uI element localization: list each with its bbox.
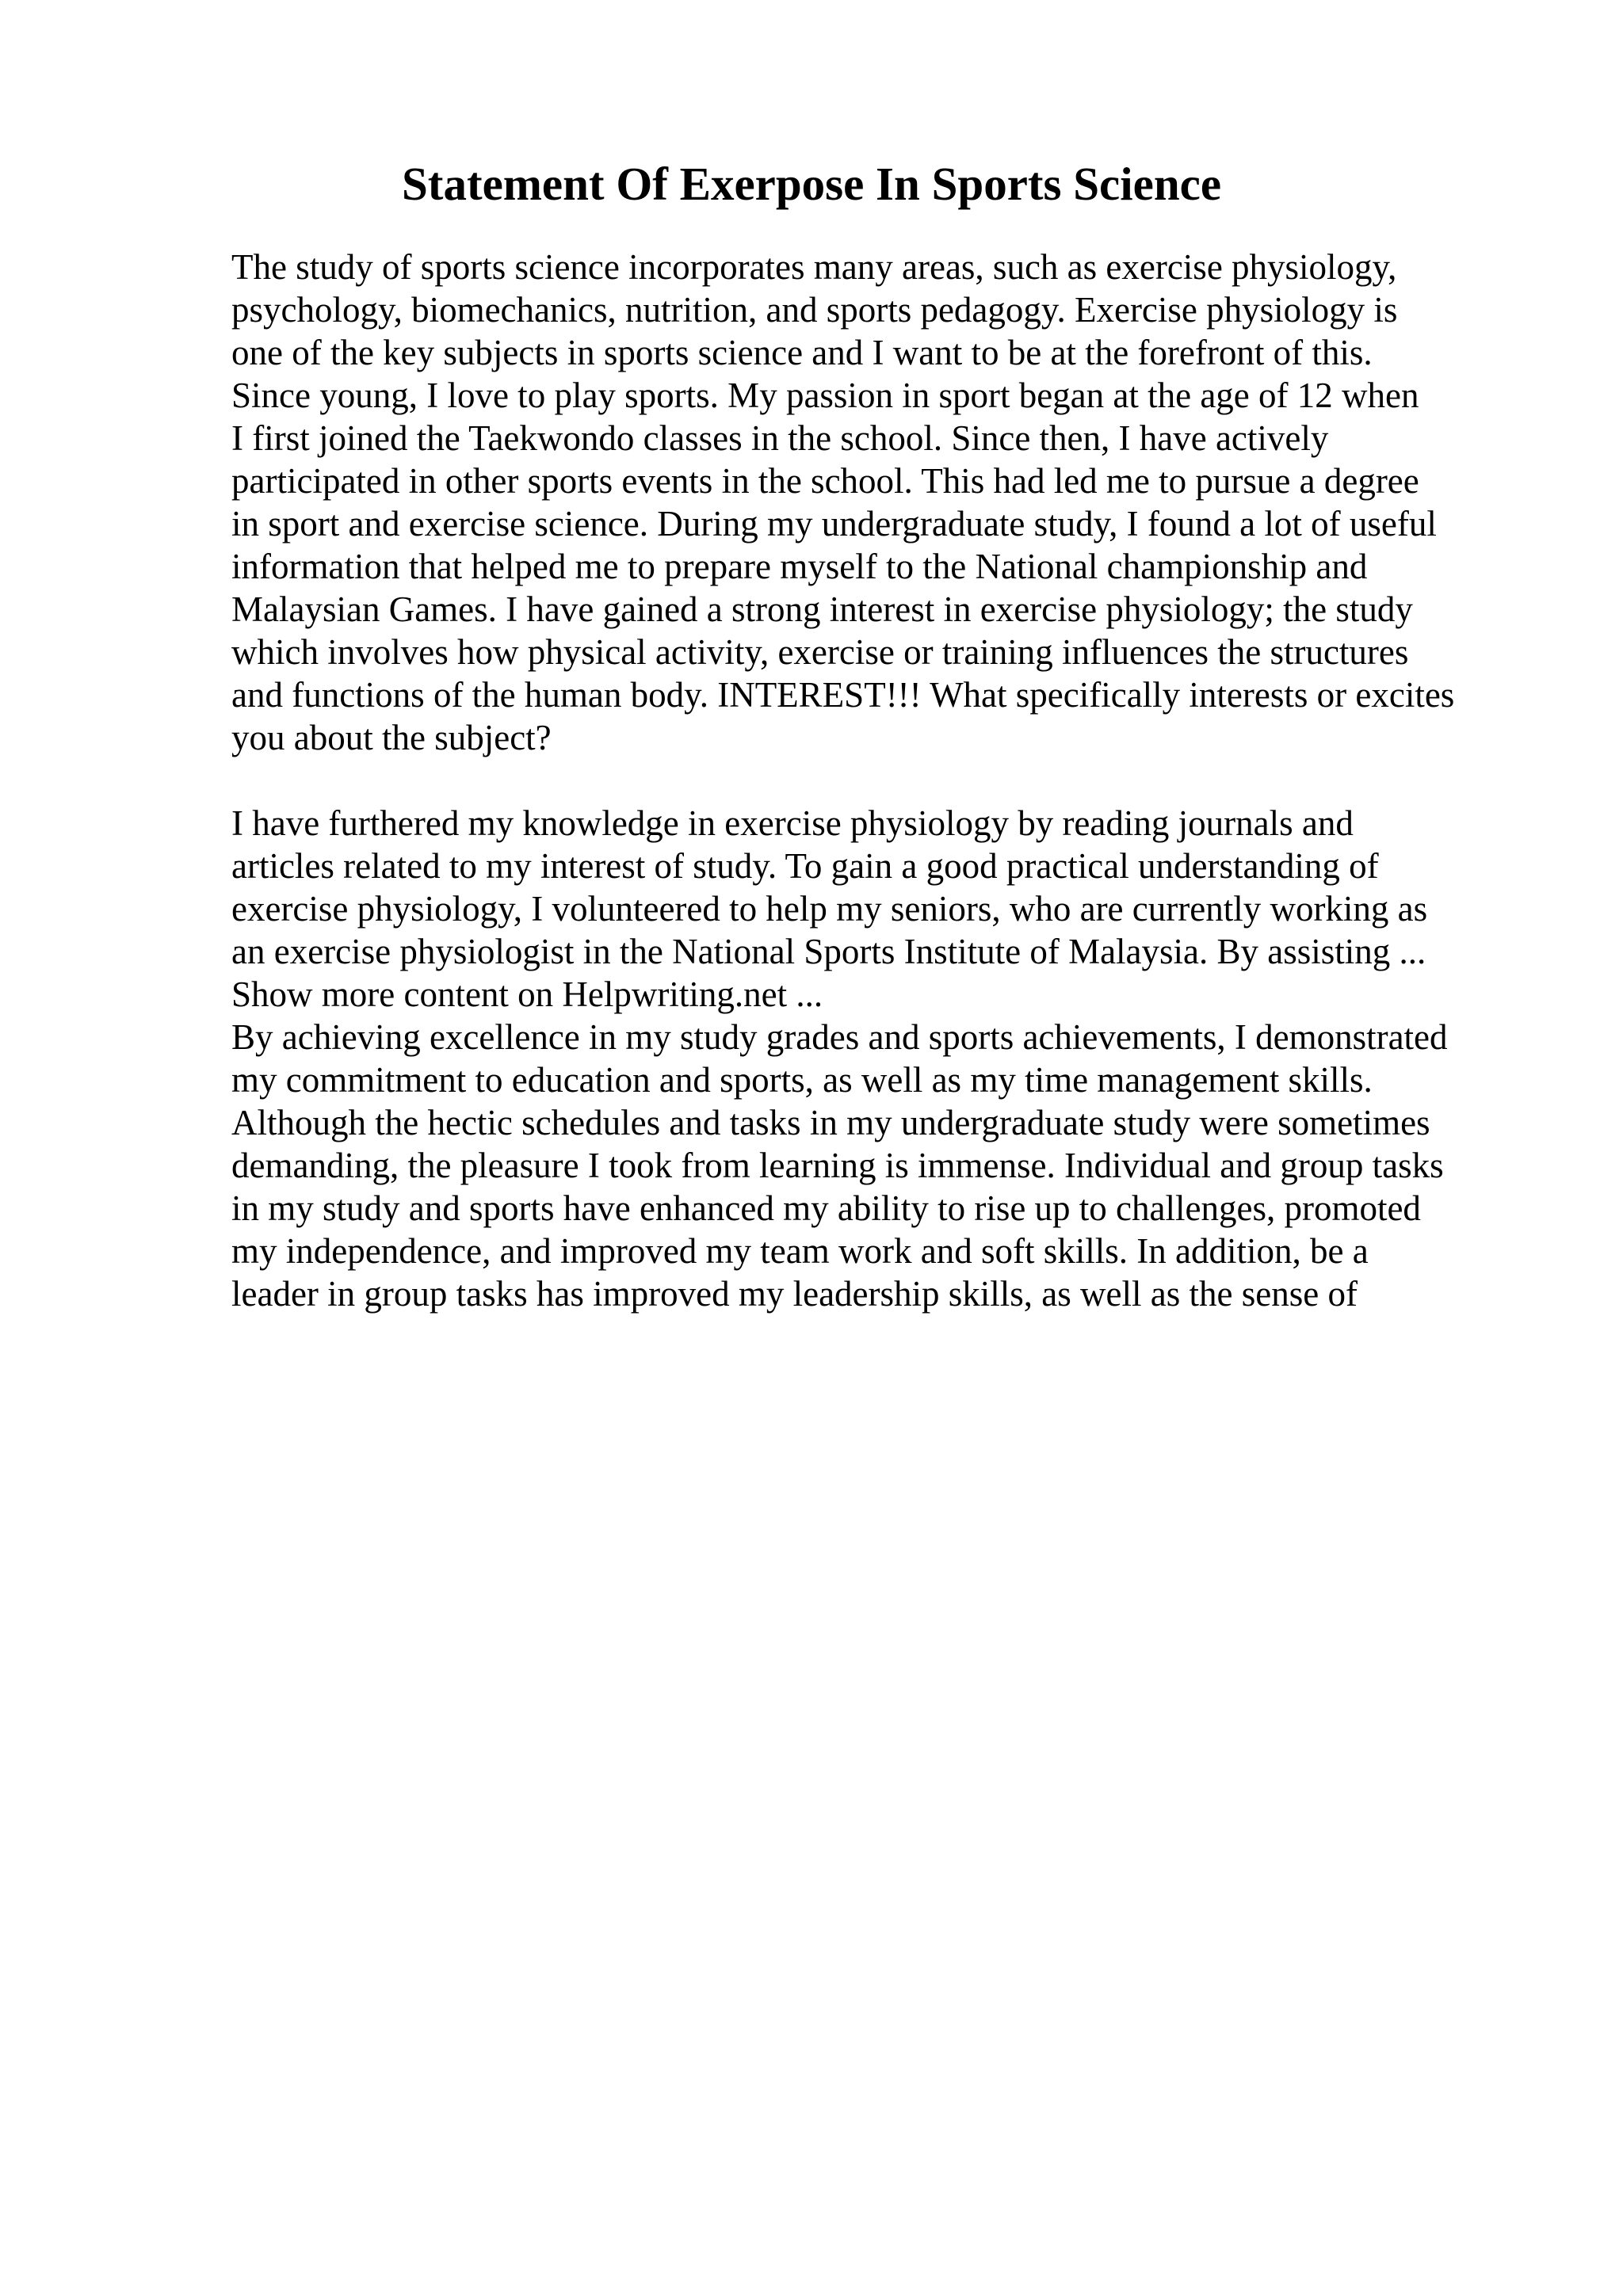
paragraph-1 [231, 246, 1579, 759]
text-line: articles related to my interest of study. To gain a good practical understanding of [231, 846, 1379, 886]
text-line: participated in other sports events in the school. This had led me to pursue a degree [231, 461, 1419, 501]
text-line: Although the hectic schedules and tasks in my undergraduate study were sometimes [231, 1103, 1430, 1142]
text-line: my commitment to education and sports, as well as my time management skills. [231, 1060, 1373, 1100]
text-line: information that helped me to prepare myself to the National championship and [231, 547, 1368, 586]
text-line: one of the key subjects in sports science and I want to be at the forefront of this. [231, 333, 1373, 372]
text-line: which involves how physical activity, exercise or training influences the structures [231, 632, 1409, 672]
paragraph-spacer [231, 759, 1579, 802]
text-line: The study of sports science incorporates many areas, such as exercise physiology, [231, 247, 1397, 287]
text-line: my independence, and improved my team work and soft skills. In addition, be a [231, 1231, 1369, 1271]
paragraph-3 [231, 1016, 1579, 1315]
text-line: exercise physiology, I volunteered to help my seniors, who are currently working as [231, 889, 1428, 929]
text-line: I have furthered my knowledge in exercise physiology by reading journals and [231, 803, 1354, 843]
text-line: and functions of the human body. INTEREST!!! What specifically interests or excites [231, 675, 1455, 715]
text-line: Malaysian Games. I have gained a strong interest in exercise physiology; the study [231, 589, 1413, 629]
document-body [231, 246, 1579, 1315]
paragraph-2 [231, 802, 1579, 1016]
text-line: Since young, I love to play sports. My passion in sport began at the age of 12 when [231, 376, 1419, 415]
document-title: Statement Of Exerpose In Sports Science [401, 158, 1222, 210]
text-line: in sport and exercise science. During my undergraduate study, I found a lot of useful [231, 504, 1437, 543]
text-line: demanding, the pleasure I took from learning is immense. Individual and group tasks [231, 1146, 1444, 1185]
text-line: By achieving excellence in my study grades and sports achievements, I demonstrated [231, 1017, 1448, 1057]
text-line: psychology, biomechanics, nutrition, and sports pedagogy. Exercise physiology is [231, 290, 1398, 330]
text-line: an exercise physiologist in the National Sports Institute of Malaysia. By assisting ... [231, 932, 1426, 971]
show-more-line: Show more content on Helpwriting.net ... [231, 974, 823, 1014]
text-line: leader in group tasks has improved my leadership skills, as well as the sense of [231, 1274, 1358, 1314]
text-line: you about the subject? [231, 718, 552, 757]
text-line: I first joined the Taekwondo classes in the school. Since then, I have actively [231, 418, 1329, 458]
text-line: in my study and sports have enhanced my ability to rise up to challenges, promoted [231, 1188, 1421, 1228]
